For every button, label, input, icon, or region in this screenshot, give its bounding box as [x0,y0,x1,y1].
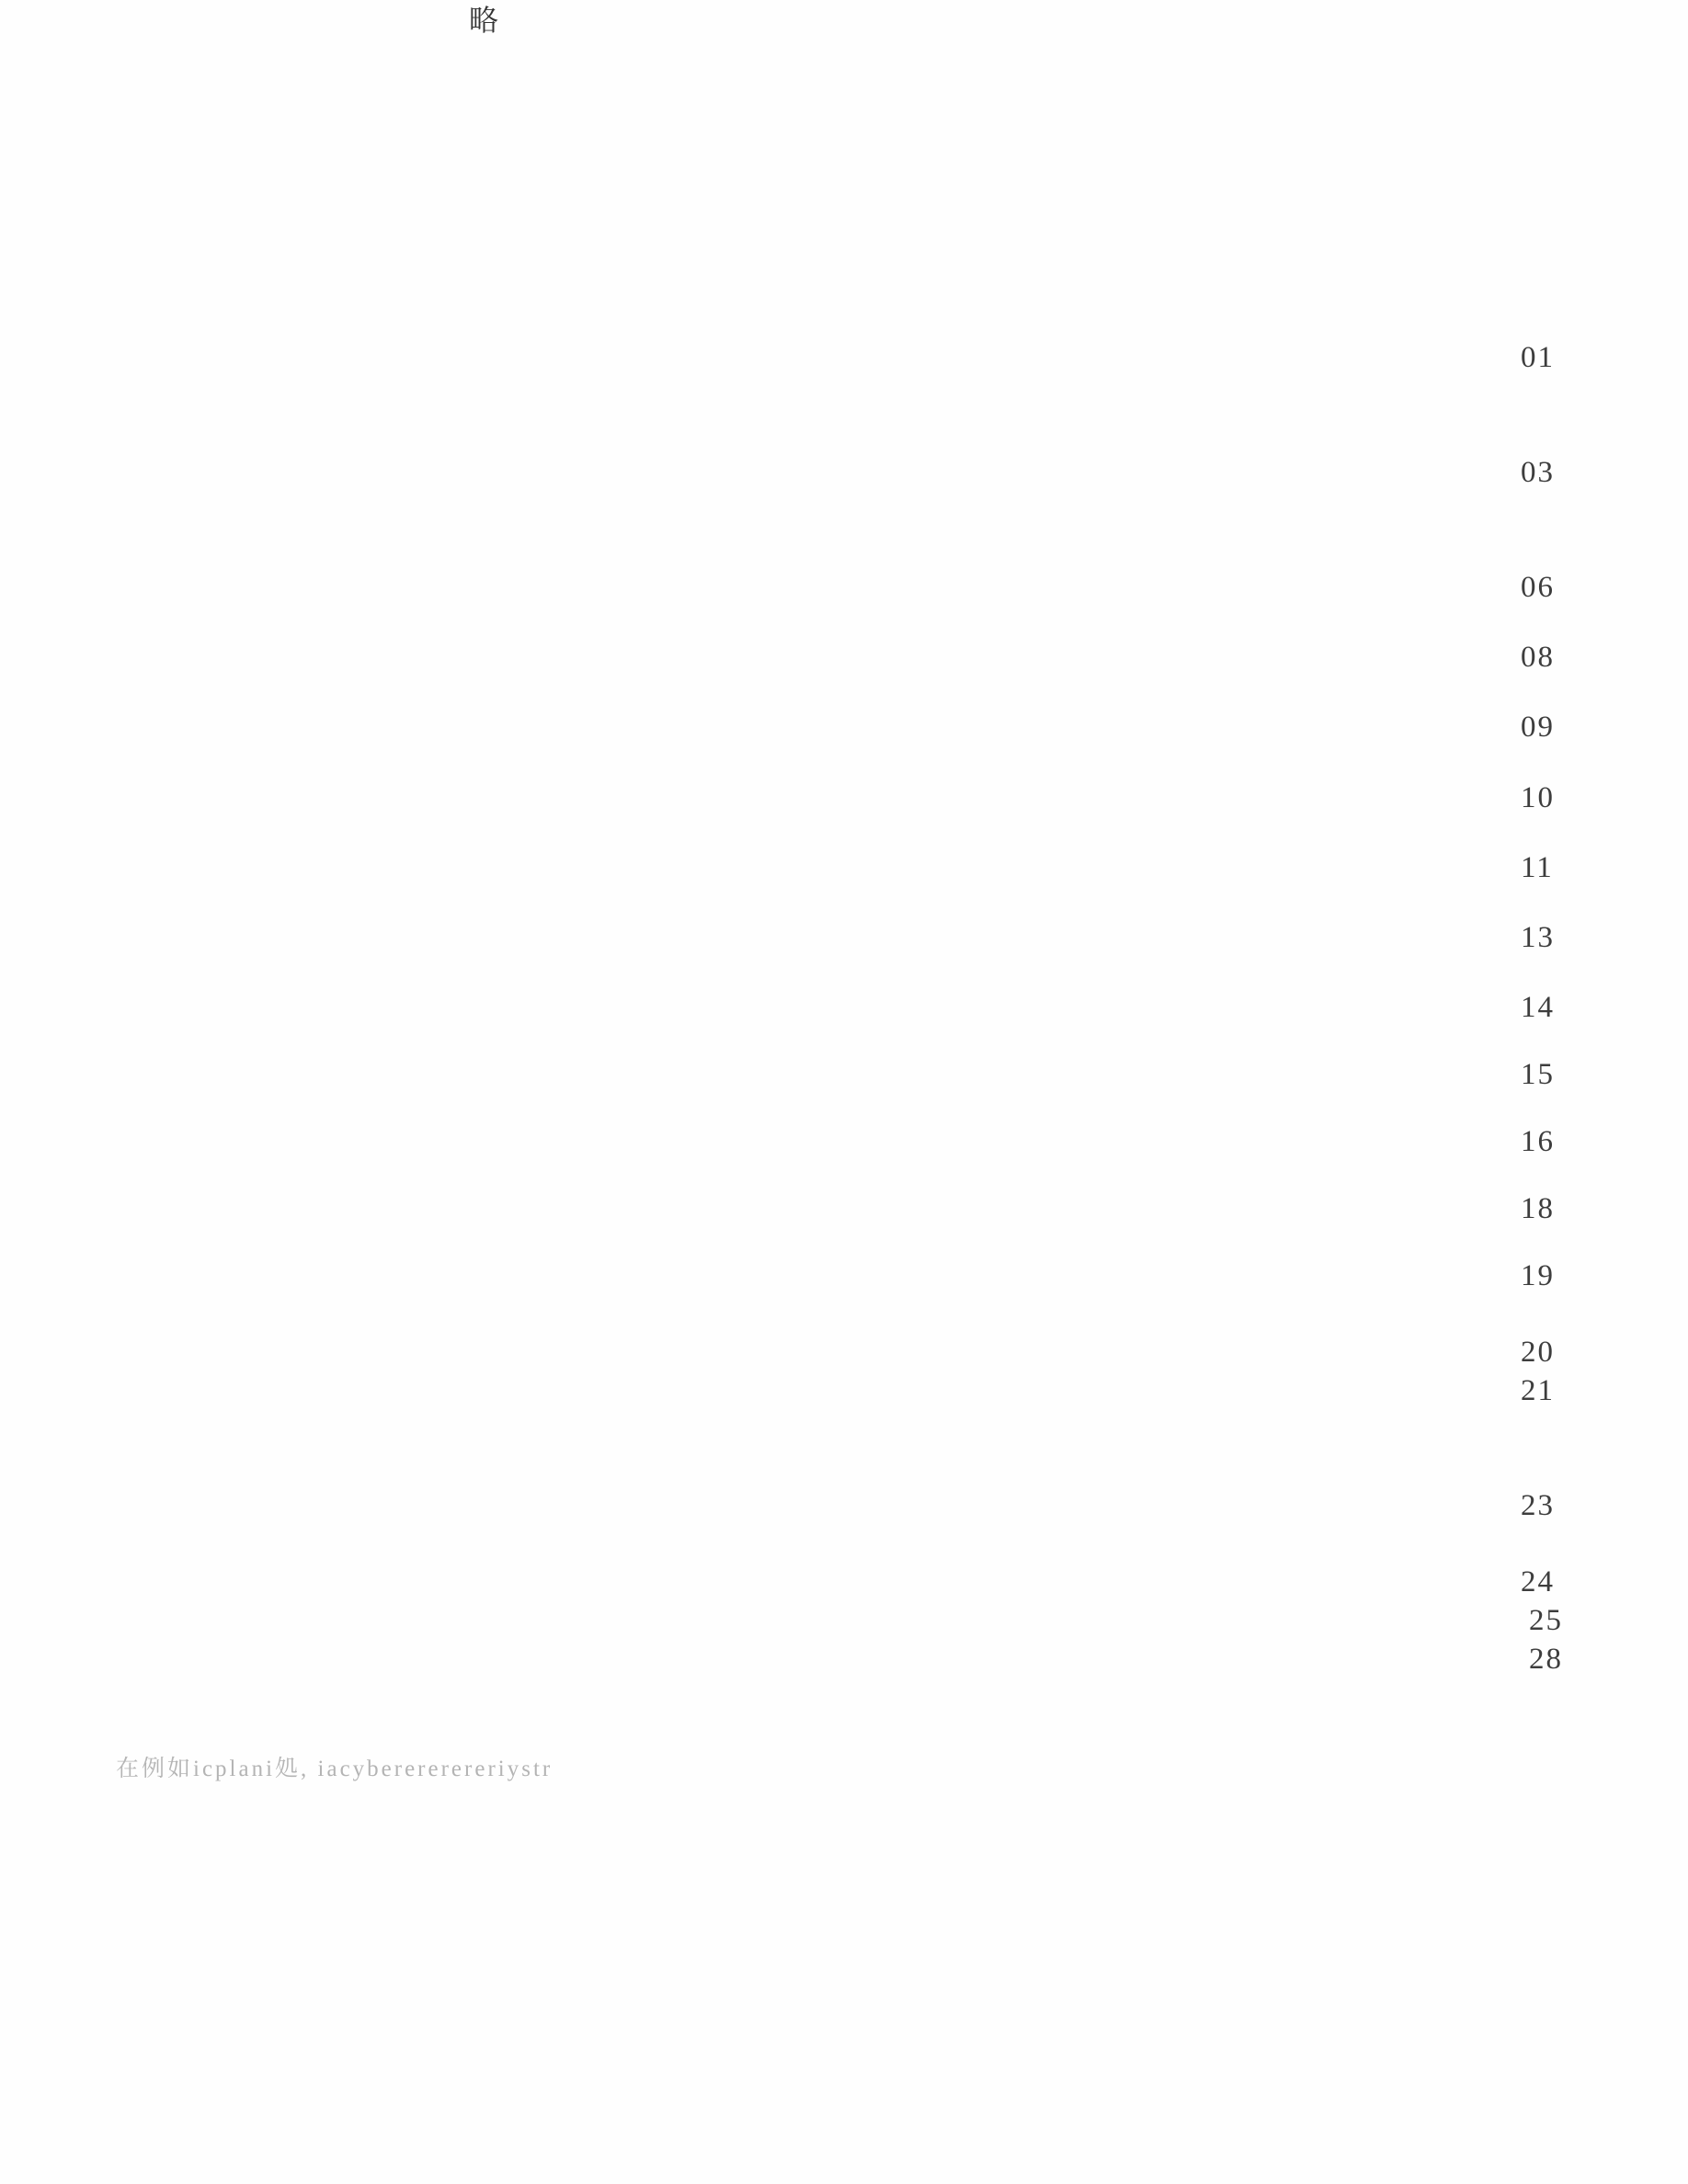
toc-page-number: 03 [1521,456,1555,489]
toc-page-number: 15 [1521,1058,1555,1091]
toc-page-number: 16 [1521,1125,1555,1158]
page-heading-character: 略 [469,3,499,38]
toc-page-number: 14 [1521,991,1555,1024]
toc-page-number: 24 [1521,1565,1555,1598]
toc-page-number: 11 [1521,851,1554,884]
toc-page-number: 19 [1521,1259,1555,1292]
toc-page-number: 21 [1521,1374,1555,1407]
toc-page-number: 09 [1521,711,1555,744]
toc-page-number: 28 [1529,1643,1563,1676]
toc-page-number: 08 [1521,641,1555,674]
toc-page-number: 18 [1521,1192,1555,1225]
toc-page-number: 06 [1521,571,1555,604]
toc-page-number: 20 [1521,1336,1555,1369]
toc-page-number: 10 [1521,781,1555,814]
toc-page-number: 13 [1521,921,1555,954]
toc-page-number: 25 [1529,1604,1563,1637]
toc-page-number: 01 [1521,341,1555,374]
toc-page-number: 23 [1521,1489,1555,1522]
footer-note: 在例如icplani処, iacyberererereriystr [116,1757,553,1781]
